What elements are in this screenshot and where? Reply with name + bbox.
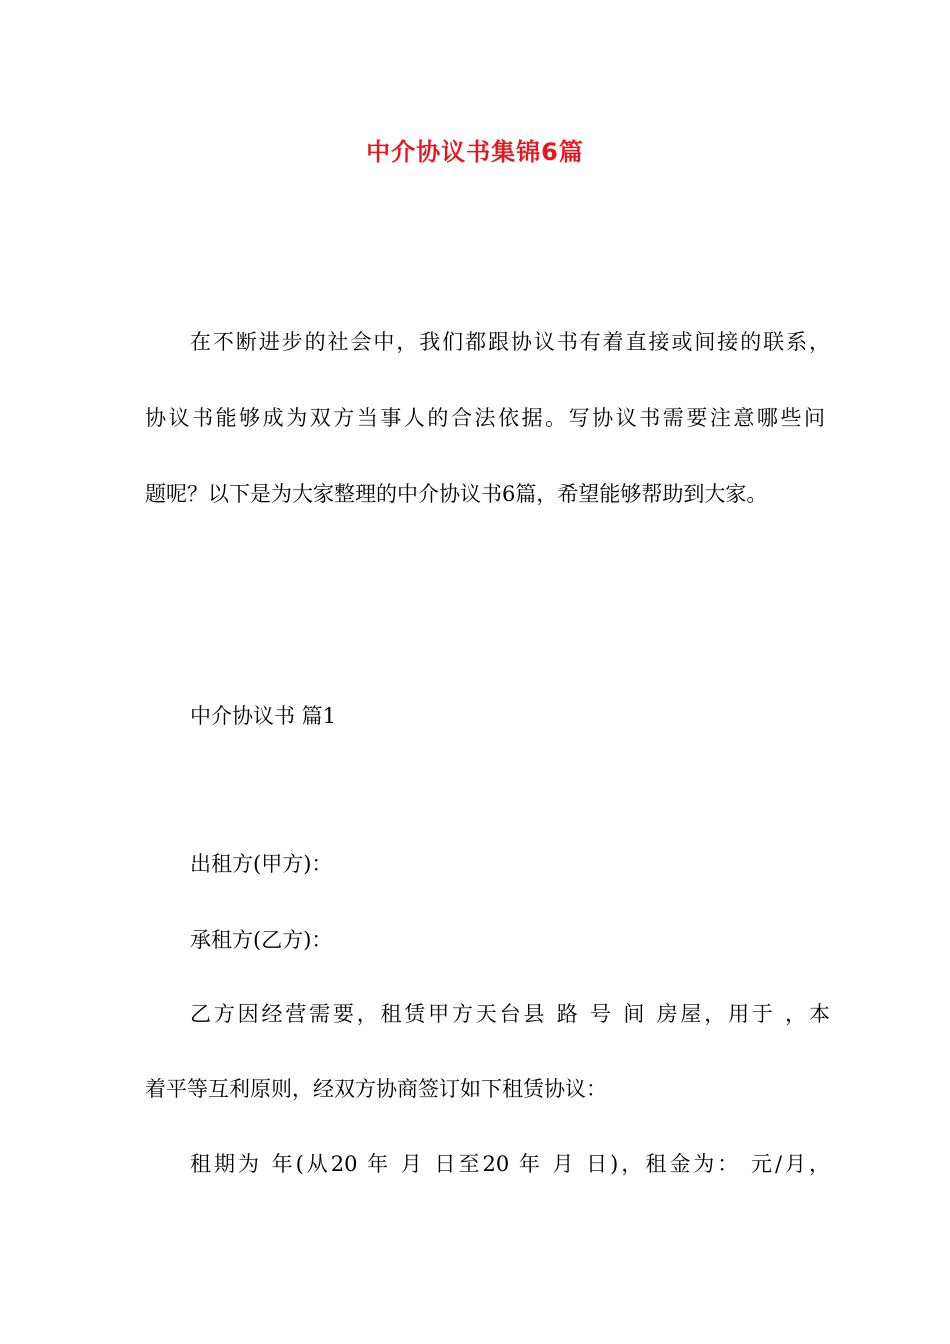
clause-line-2: 着平等互利原则，经双方协商签订如下租赁协议： [145, 1077, 607, 1101]
lessor-line: 出租方(甲方)： [190, 852, 333, 876]
intro-line-3: 题呢？以下是为大家整理的中介协议书6篇，希望能够帮助到大家。 [145, 482, 768, 506]
intro-line-2: 协议书能够成为双方当事人的合法依据。写协议书需要注意哪些问 [145, 406, 825, 430]
lessee-line: 承租方(乙方)： [190, 928, 333, 952]
clause-line-3: 租期为 年(从20 年 月 日至20 年 月 日)，租金为： 元/月， [190, 1152, 830, 1176]
section-heading: 中介协议书 篇1 [190, 704, 337, 728]
intro-line-1: 在不断进步的社会中，我们都跟协议书有着直接或间接的联系， [190, 330, 830, 354]
clause-line-1: 乙方因经营需要，租赁甲方天台县 路 号 间 房屋，用于 ，本 [190, 1002, 830, 1026]
document-title: 中介协议书集锦6篇 [366, 138, 584, 166]
